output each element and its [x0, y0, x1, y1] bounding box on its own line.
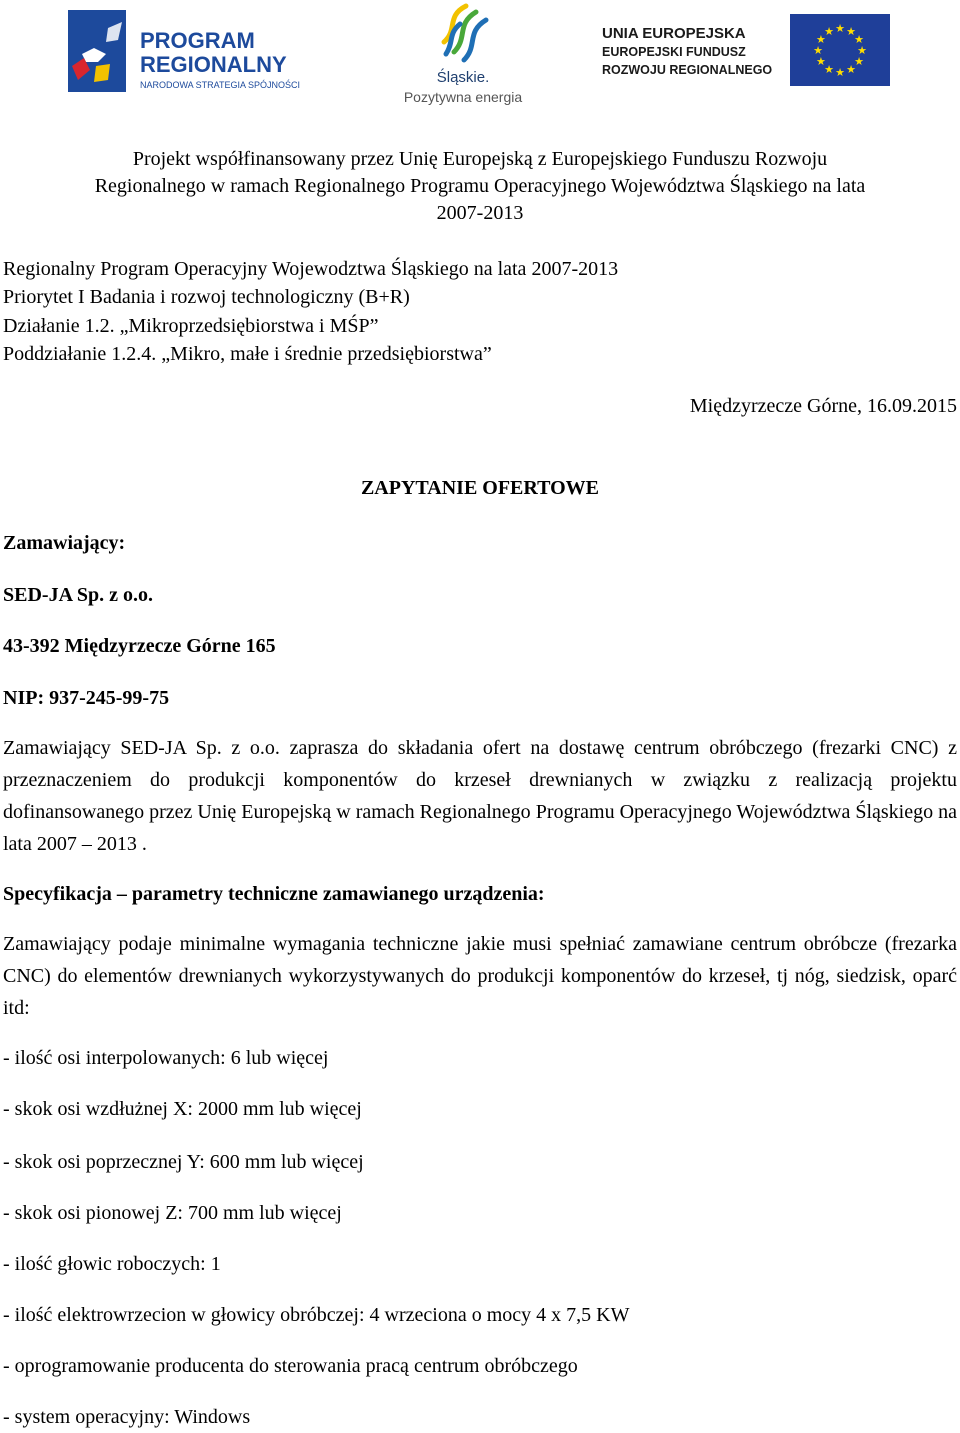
spec-item: - ilość głowic roboczych: 1	[3, 1253, 221, 1275]
cofinance-line-3: 2007-2013	[436, 202, 524, 224]
eu-line-2: EUROPEJSKI FUNDUSZ	[602, 45, 746, 59]
program-subtitle: NARODOWA STRATEGIA SPÓJNOŚCI	[140, 80, 301, 90]
spec-intro-paragraph: Zamawiający podaje minimalne wymagania techniczne jakie musi spełniać zamawiane centrum obróbcze (frezarka CNC) do elementów drewnianych wykorzystywanych do produkcji komponentów do krzeseł, tj nóg, siedzisk, oparć itd:	[3, 933, 957, 1019]
eu-star-icon: ★	[835, 67, 845, 79]
eu-star-icon: ★	[854, 34, 865, 46]
buyer-name: SED-JA Sp. z o.o.	[3, 584, 154, 606]
eu-star-icon: ★	[857, 45, 867, 57]
program-regionalny-logo	[68, 10, 343, 92]
buyer-label: Zamawiający:	[3, 532, 126, 554]
eu-star-icon: ★	[846, 64, 856, 77]
slaskie-logo	[396, 2, 531, 108]
spec-item: - ilość osi interpolowanych: 6 lub więcej	[3, 1047, 329, 1069]
place-date: Międzyrzecze Górne, 16.09.2015	[689, 395, 957, 417]
eu-star-icon: ★	[813, 45, 823, 57]
slaskie-name: Śląskie.	[436, 69, 490, 86]
spec-item: - system operacyjny: Windows	[3, 1406, 251, 1428]
slaskie-wave-mark	[444, 6, 486, 60]
buyer-nip: NIP: 937-245-99-75	[3, 687, 170, 709]
spec-heading: Specyfikacja – parametry techniczne zamawianego urządzenia:	[3, 883, 545, 905]
eu-star-icon: ★	[854, 56, 865, 68]
cofinance-line-1: Projekt współfinansowany przez Unię Europejską z Europejskiego Funduszu Rozwoju	[132, 148, 828, 170]
logo-bar	[0, 0, 960, 112]
slaskie-tagline: Pozytywna energia	[403, 89, 523, 105]
intro-paragraph: Zamawiający SED-JA Sp. z o.o. zaprasza do składania ofert na dostawę centrum obróbczego (frezarki CNC) z przeznaczeniem do produkcji komponentów do krzeseł drewnianych w związku z realizacją projektu dofinansowanego przez Unię Europejską w ramach Regionalnego Programu Operacyjnego Województwa Śląskiego na lata 2007 – 2013 .	[3, 737, 957, 855]
document-title: ZAPYTANIE OFERTOWE	[360, 477, 600, 499]
spec-item: - oprogramowanie producenta do sterowania pracą centrum obróbczego	[3, 1355, 578, 1377]
program-title-1: PROGRAM	[140, 28, 255, 53]
cofinance-line-2: Regionalnego w ramach Regionalnego Programu Operacyjnego Województwa Śląskiego na lata	[94, 175, 866, 197]
program-line: Regionalny Program Operacyjny Wojewodztwa Śląskiego na lata 2007-2013	[3, 258, 619, 280]
spec-item: - skok osi poprzecznej Y: 600 mm lub więcej	[3, 1151, 364, 1173]
spec-item: - skok osi pionowej Z: 700 mm lub więcej	[3, 1202, 342, 1224]
eu-logo	[602, 14, 890, 86]
action-line: Działanie 1.2. „Mikroprzedsiębiorstwa i MŚP”	[3, 315, 379, 337]
eu-line-3: ROZWOJU REGIONALNEGO	[602, 63, 773, 77]
eu-star-icon: ★	[824, 25, 834, 38]
priority-line: Priorytet I Badania i rozwoj technologiczny (B+R)	[3, 286, 410, 308]
eu-star-icon: ★	[824, 64, 834, 77]
spec-item: - ilość elektrowrzecion w głowicy obróbczej: 4 wrzeciona o mocy 4 x 7,5 KW	[3, 1304, 630, 1326]
spec-item: - skok osi wzdłużnej X: 2000 mm lub więcej	[3, 1098, 362, 1120]
eu-star-icon: ★	[835, 23, 845, 35]
subaction-line: Poddziałanie 1.2.4. „Mikro, małe i średnie przedsiębiorstwa”	[3, 343, 492, 365]
eu-line-1: UNIA EUROPEJSKA	[602, 25, 746, 42]
program-title-2: REGIONALNY	[140, 52, 287, 77]
eu-star-icon: ★	[846, 25, 856, 38]
buyer-address: 43-392 Międzyrzecze Górne 165	[3, 635, 276, 657]
eu-star-icon: ★	[815, 34, 826, 46]
eu-star-icon: ★	[815, 56, 826, 68]
